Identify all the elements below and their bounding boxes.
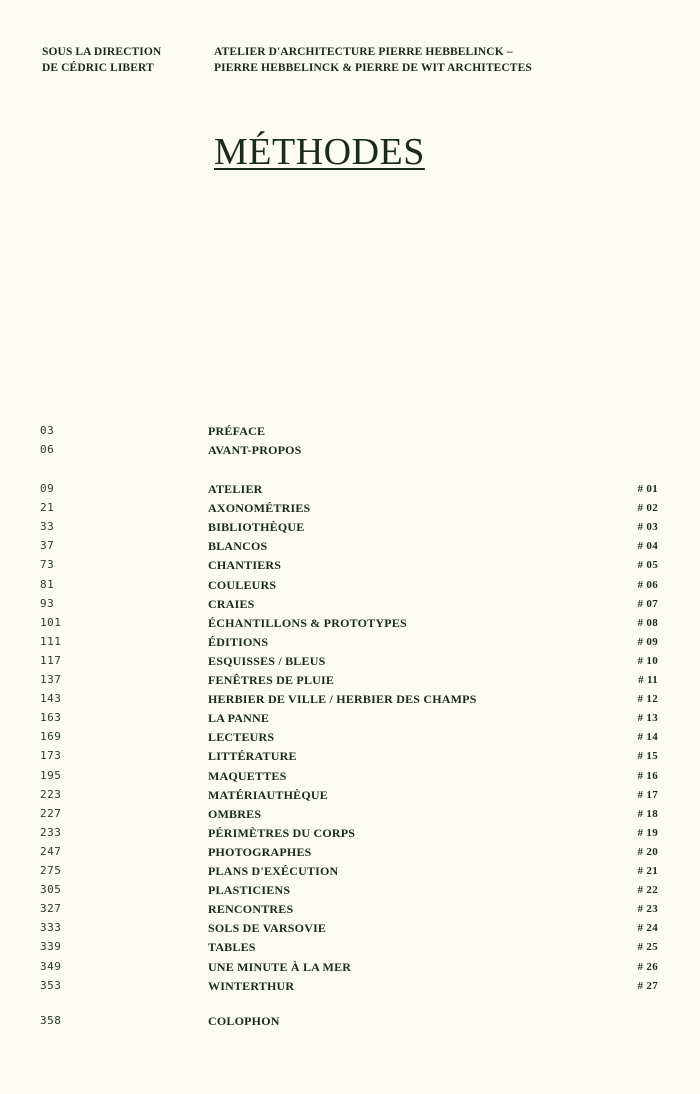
toc-chapter-number: # 20 xyxy=(637,845,658,858)
toc-chapter-number: # 01 xyxy=(637,483,658,495)
toc-page-number: 358 xyxy=(40,1014,62,1027)
toc-entry xyxy=(0,480,700,498)
toc-entry-title: WINTERTHUR xyxy=(208,978,295,993)
toc-page-number: 143 xyxy=(40,692,62,706)
toc-page-number: 227 xyxy=(40,806,62,820)
toc-entry-title: PRÉFACE xyxy=(208,424,266,438)
toc-page-number: 93 xyxy=(40,596,55,610)
toc-page-number: 33 xyxy=(40,520,55,534)
toc-page-number: 339 xyxy=(40,940,62,954)
toc-entry xyxy=(0,671,700,689)
toc-entry xyxy=(0,499,700,517)
toc-chapter-number: # 24 xyxy=(637,922,658,935)
toc-chapter-number: # 21 xyxy=(637,865,658,877)
toc-page-number: 169 xyxy=(40,730,62,744)
toc-chapter-number: # 08 xyxy=(637,616,658,629)
toc-chapter-number: # 05 xyxy=(637,559,658,572)
toc-entry-title: PLANS D'EXÉCUTION xyxy=(208,864,339,878)
editor-line: DE CÉDRIC LIBERT xyxy=(42,62,154,74)
editor-line: SOUS LA DIRECTION xyxy=(42,46,162,58)
toc-entry-title: UNE MINUTE À LA MER xyxy=(208,959,352,974)
toc-chapter-number: # 10 xyxy=(637,654,658,667)
toc-chapter-number: # 02 xyxy=(637,502,658,515)
toc-entry-title: CHANTIERS xyxy=(208,558,282,573)
toc-page-number: 233 xyxy=(40,825,62,839)
toc-entry xyxy=(0,843,700,861)
toc-entry-title: AVANT-PROPOS xyxy=(208,443,302,458)
toc-entry xyxy=(0,576,700,594)
toc-entry xyxy=(0,862,700,880)
toc-chapter-number: # 26 xyxy=(637,960,658,973)
toc-chapter-number: # 17 xyxy=(637,788,658,801)
toc-entry xyxy=(0,633,700,651)
toc-page-number: 353 xyxy=(40,978,62,992)
toc-entry-title: COULEURS xyxy=(208,577,277,592)
toc-entry-title: COLOPHON xyxy=(208,1014,280,1028)
toc-chapter-number: # 14 xyxy=(637,731,658,744)
toc-entry-title: ÉDITIONS xyxy=(208,634,269,649)
toc-entry xyxy=(0,537,700,555)
toc-entry-title: ATELIER xyxy=(208,482,263,496)
toc-page-number: 137 xyxy=(40,673,62,686)
toc-entry-title: HERBIER DE VILLE / HERBIER DES CHAMPS xyxy=(208,692,477,707)
toc-entry xyxy=(0,441,700,459)
toc-entry xyxy=(0,690,700,708)
toc-page-number: 21 xyxy=(40,501,55,515)
toc-entry xyxy=(0,805,700,823)
toc-page-number: 305 xyxy=(40,883,62,897)
toc-chapter-number: # 27 xyxy=(637,979,658,992)
toc-entry-title: PÉRIMÈTRES DU CORPS xyxy=(208,825,356,840)
toc-entry-title: MAQUETTES xyxy=(208,768,287,783)
toc-entry xyxy=(0,709,700,727)
toc-page-number: 327 xyxy=(40,902,62,916)
toc-entry xyxy=(0,518,700,536)
toc-entry-title: SOLS DE VARSOVIE xyxy=(208,921,327,936)
toc-entry xyxy=(0,556,700,574)
toc-page-number: 163 xyxy=(40,711,62,725)
toc-chapter-number: # 03 xyxy=(637,521,658,534)
toc-page-number: 111 xyxy=(40,634,62,648)
toc-entry-title: PHOTOGRAPHES xyxy=(208,844,312,859)
author-line: PIERRE HEBBELINCK & PIERRE DE WIT ARCHITECTES xyxy=(214,62,532,74)
toc-entry-title: BLANCOS xyxy=(208,539,268,554)
toc-chapter-number: # 06 xyxy=(637,578,658,591)
toc-entry-title: LITTÉRATURE xyxy=(208,749,297,764)
toc-chapter-number: # 22 xyxy=(637,884,658,897)
toc-page-number: 195 xyxy=(40,768,62,782)
toc-chapter-number: # 19 xyxy=(637,826,658,839)
toc-page-number: 101 xyxy=(40,615,62,629)
toc-entry-title: FENÊTRES DE PLUIE xyxy=(208,673,335,687)
toc-chapter-number: # 09 xyxy=(637,635,658,648)
toc-page-number: 275 xyxy=(40,864,62,877)
toc-entry xyxy=(0,1012,700,1030)
toc-entry-title: PLASTICIENS xyxy=(208,883,291,898)
toc-entry xyxy=(0,977,700,995)
toc-entry-title: LA PANNE xyxy=(208,711,270,726)
toc-chapter-number: # 11 xyxy=(638,674,658,686)
toc-page-number: 37 xyxy=(40,539,55,553)
toc-page-number: 117 xyxy=(40,653,62,667)
toc-chapter-number: # 18 xyxy=(637,807,658,820)
author-line: ATELIER D'ARCHITECTURE PIERRE HEBBELINCK – xyxy=(214,46,513,58)
toc-chapter-number: # 16 xyxy=(637,769,658,782)
toc-entry xyxy=(0,422,700,440)
toc-page-number: 09 xyxy=(40,482,55,495)
toc-chapter-number: # 07 xyxy=(637,597,658,610)
toc-page-number: 73 xyxy=(40,558,55,572)
toc-chapter-number: # 15 xyxy=(637,750,658,763)
toc-entry xyxy=(0,786,700,804)
toc-entry-title: TABLES xyxy=(208,940,256,955)
toc-page-number: 223 xyxy=(40,787,62,801)
toc-entry-title: MATÉRIAUTHÈQUE xyxy=(208,787,328,802)
toc-entry xyxy=(0,900,700,918)
toc-entry-title: LECTEURS xyxy=(208,730,275,745)
toc-entry xyxy=(0,767,700,785)
toc-entry-title: ÉCHANTILLONS & PROTOTYPES xyxy=(208,615,407,630)
toc-page-number: 349 xyxy=(40,959,62,973)
toc-entry xyxy=(0,958,700,976)
toc-page-number: 173 xyxy=(40,749,62,763)
toc-page-number: 247 xyxy=(40,844,62,858)
toc-chapter-number: # 13 xyxy=(637,712,658,725)
toc-page-number: 06 xyxy=(40,443,55,457)
toc-chapter-number: # 04 xyxy=(637,540,658,553)
toc-page-number: 03 xyxy=(40,424,55,437)
toc-entry-title: CRAIES xyxy=(208,596,255,611)
toc-chapter-number: # 25 xyxy=(637,941,658,954)
toc-entry-title: ESQUISSES / BLEUS xyxy=(208,653,326,668)
toc-entry-title: BIBLIOTHÈQUE xyxy=(208,520,305,535)
page-title: MÉTHODES xyxy=(214,131,425,173)
toc-entry xyxy=(0,728,700,746)
toc-entry xyxy=(0,919,700,937)
toc-entry xyxy=(0,824,700,842)
toc-entry-title: OMBRES xyxy=(208,806,262,821)
toc-page-number: 81 xyxy=(40,577,55,591)
toc-chapter-number: # 12 xyxy=(637,693,658,706)
toc-chapter-number: # 23 xyxy=(637,903,658,916)
toc-entry xyxy=(0,595,700,613)
toc-page-number: 333 xyxy=(40,921,62,935)
toc-entry xyxy=(0,614,700,632)
toc-entry-title: AXONOMÉTRIES xyxy=(208,501,311,516)
toc-entry xyxy=(0,938,700,956)
toc-entry xyxy=(0,747,700,765)
toc-entry-title: RENCONTRES xyxy=(208,902,294,917)
toc-entry xyxy=(0,881,700,899)
toc-entry xyxy=(0,652,700,670)
